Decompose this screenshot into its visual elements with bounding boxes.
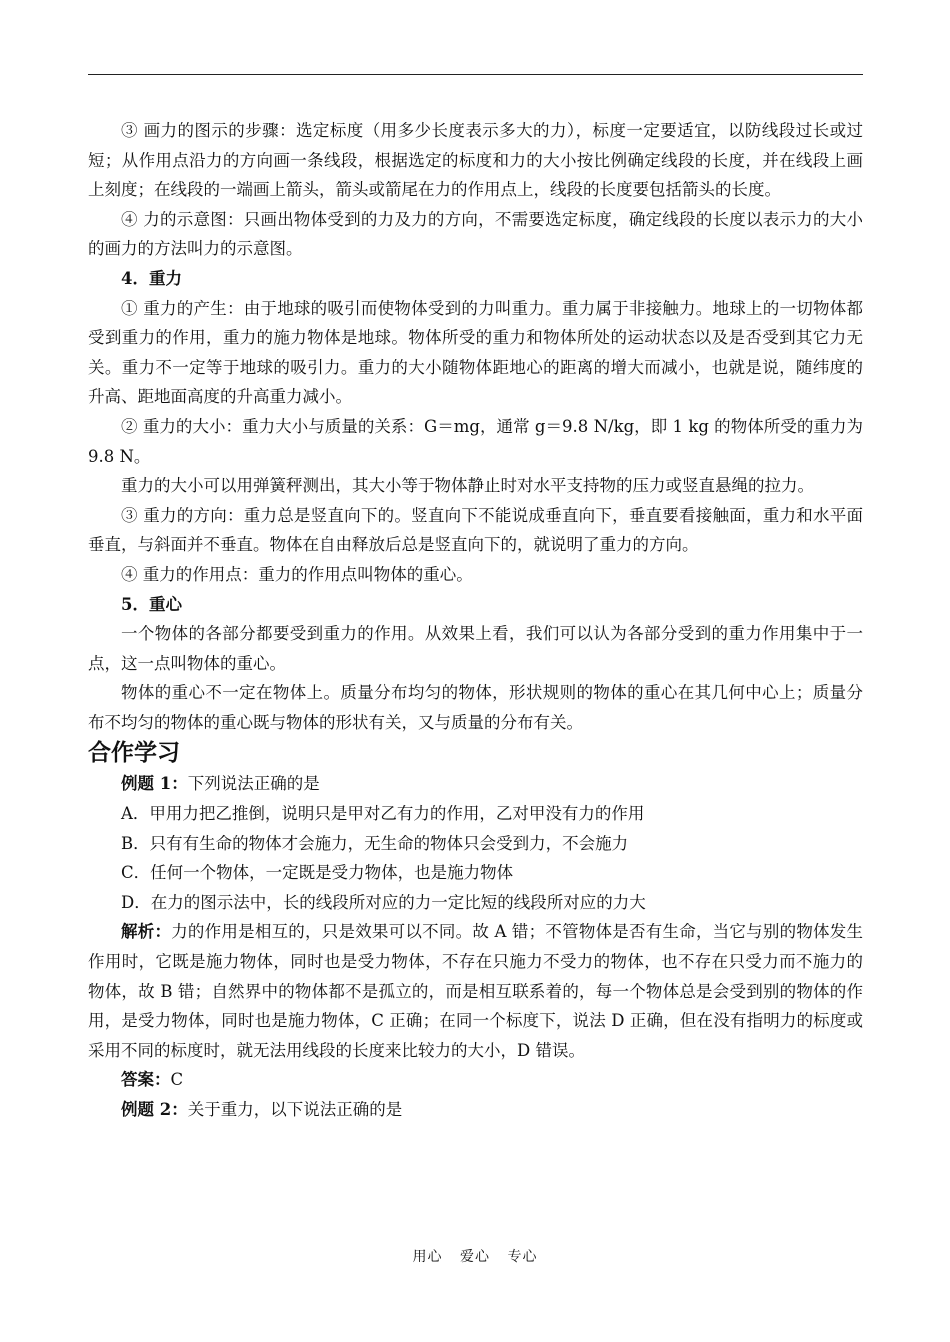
- example1-option-d: D．在力的图示法中，长的线段所对应的力一定比短的线段所对应的力大: [121, 892, 646, 912]
- example1-option-a: A．甲用力把乙推倒，说明只是甲对乙有力的作用，乙对甲没有力的作用: [121, 804, 645, 824]
- section-title: 合作学习: [88, 740, 180, 767]
- heading-center-of-gravity: 5．重心: [121, 594, 182, 614]
- answer-label: 答案：: [121, 1070, 171, 1090]
- footer-word-3: 专心: [507, 1249, 538, 1265]
- example2-question: [88, 1095, 863, 1125]
- paragraph-gravity-measure: 重力的大小可以用弹簧秤测出，其大小等于物体静止时对水平支持物的压力或竖直悬绳的拉力。: [121, 476, 814, 496]
- example2-question-text: 关于重力，以下说法正确的是: [187, 1100, 403, 1119]
- example1-answer: [88, 1065, 863, 1095]
- example1-option-c: C．任何一个物体，一定既是受力物体，也是施力物体: [121, 863, 514, 883]
- analysis-label: 解析：: [121, 922, 172, 942]
- paragraph-gravity-origin: ① 重力的产生：由于地球的吸引而使物体受到的力叫重力。重力属于非接触力。地球上的一切物体都受到重力的作用，重力的施力物体是地球。物体所受的重力和物体所处的运动状态以及是否受到其它力无关。重力不一定等于地球的吸引力。重力的大小随物体距地心的距离的增大而减小，也就是说，随纬度的升高、距地面高度的升高重力减小。: [88, 298, 863, 407]
- paragraph-center-2: 物体的重心不一定在物体上。质量分布均匀的物体，形状规则的物体的重心在其几何中心上；质量分布不均匀的物体的重心既与物体的形状有关，又与质量的分布有关。: [88, 683, 863, 732]
- heading-gravity: 4．重力: [121, 268, 182, 288]
- answer-text: C: [170, 1070, 184, 1090]
- page-footer: [0, 1246, 950, 1266]
- paragraph-force-schematic: ④ 力的示意图：只画出物体受到的力及力的方向，不需要选定标度，确定线段的长度以表示力的大小的画力的方法叫力的示意图。: [88, 209, 863, 259]
- analysis-text: 力的作用是相互的，只是效果可以不同。故 A 错；不管物体是否有生命，当它与别的物体发生作用时，它既是施力物体，同时也是受力物体，不存在只施力不受力的物体，也不存在只受力而不施力的物体，故 B 错；自然界中的物体都不是孤立的，而是相互联系着的，每一个物体总是会受到别的物体的作用，是受力物体，同时也是施力物体，C 正确；在同一个标度下，说法 D 正确，但在没有指明力的标度或采用不同的标度时，就无法用线段的长度来比较力的大小，D 错误。: [88, 922, 864, 1060]
- example1-question: [88, 769, 863, 799]
- footer-word-2: 爱心: [460, 1249, 490, 1265]
- paragraph-gravity-magnitude: ② 重力的大小：重力大小与质量的关系：G＝mg，通常 g＝9.8 N/kg，即 1 kg 的物体所受的重力为 9.8 N。: [88, 416, 863, 466]
- paragraph-gravity-point: ④ 重力的作用点：重力的作用点叫物体的重心。: [121, 564, 473, 584]
- paragraph-gravity-direction: ③ 重力的方向：重力总是竖直向下的。竖直向下不能说成垂直向下，垂直要看接触面，重力和水平面垂直，与斜面并不垂直。物体在自由释放后总是竖直向下的，就说明了重力的方向。: [88, 505, 863, 555]
- example1-label: 例题 1：: [121, 774, 188, 794]
- example1-option-b: B．只有有生命的物体才会施力，无生命的物体只会受到力，不会施力: [121, 833, 629, 853]
- example1-analysis: [88, 917, 863, 1065]
- footer-word-1: 用心: [412, 1249, 443, 1265]
- document-body: [88, 116, 863, 1125]
- paragraph-force-diagram-steps: ③ 画力的图示的步骤：选定标度（用多少长度表示多大的力），标度一定要适宜，以防线段过长或过短；从作用点沿力的方向画一条线段，根据选定的标度和力的大小按比例确定线段的长度，并在线段上画上刻度；在线段的一端画上箭头，箭头或箭尾在力的作用点上，线段的长度要包括箭头的长度。: [88, 121, 863, 200]
- example2-label: 例题 2：: [121, 1100, 188, 1119]
- header-rule: [88, 74, 863, 75]
- paragraph-center-1: 一个物体的各部分都要受到重力的作用。从效果上看，我们可以认为各部分受到的重力作用集中于一点，这一点叫物体的重心。: [88, 624, 863, 673]
- example1-question-text: 下列说法正确的是: [187, 774, 320, 794]
